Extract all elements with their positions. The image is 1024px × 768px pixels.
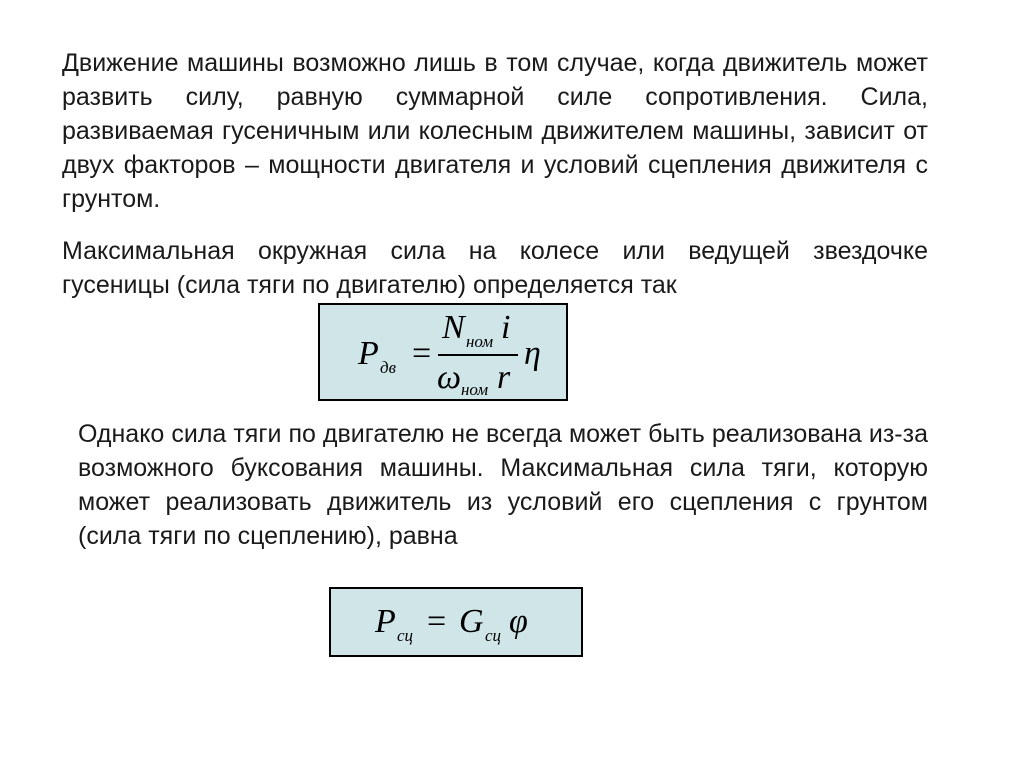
formula2-rhs: G	[459, 603, 484, 640]
formula2-lhs-sub: сц	[397, 626, 414, 645]
paragraph-max-circumferential-force: Максимальная окружная сила на колесе или ведущей звездочке гусеницы (сила тяги по двигателю) определяется так	[62, 237, 928, 299]
formula1-lhs: P	[358, 335, 379, 372]
formula2-trailing: φ	[509, 603, 528, 640]
formula2-lhs: P	[375, 603, 396, 640]
formula1-denominator-tail: r	[497, 359, 511, 396]
formula2-equals: =	[427, 603, 447, 640]
formula1-numerator-main: N	[442, 309, 465, 346]
formula1-denominator-sub: ном	[461, 380, 489, 399]
formula2-rhs-sub: сц	[485, 626, 502, 645]
formula1-trailing: η	[524, 335, 541, 372]
formula1-numerator-sub: ном	[466, 332, 494, 351]
formula1-denominator-main: ω	[437, 359, 462, 396]
paragraph-traction-condition: Движение машины возможно лишь в том случае, когда движитель может развить силу, равную суммарной силе сопротивления. Сила, развиваемая гусеничным или колесным движителем машины, зависит от двух факторов – мощности двигателя и условий сцепления движителя с грунтом.	[62, 49, 928, 213]
formula1-numerator-tail: i	[501, 309, 511, 346]
formula1-equals: =	[412, 335, 432, 372]
formula-adhesion-traction	[329, 587, 583, 657]
formula1-fraction-bar	[438, 354, 518, 356]
paragraph-adhesion-traction: Однако сила тяги по двигателю не всегда может быть реализована из-за возможного буксования машины. Максимальная сила тяги, которую может реализовать движитель из условий его сцепления с грунтом (сила тяги по сцеплению), равна	[78, 420, 928, 550]
formula1-lhs-sub: дв	[380, 358, 396, 377]
formula-engine-traction	[318, 303, 568, 401]
